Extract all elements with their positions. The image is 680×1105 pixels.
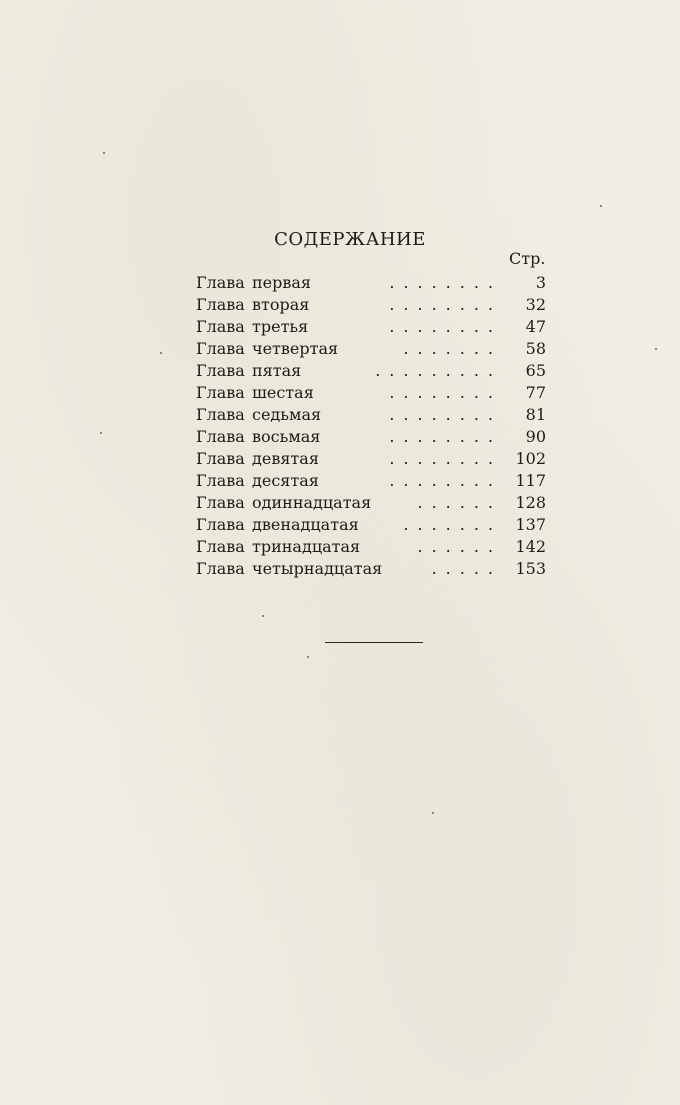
toc-entry [196,514,546,536]
toc-entry [196,448,546,470]
paper-speck [432,812,434,814]
leader-dots: ........ [389,471,502,490]
page-number: 32 [525,295,546,314]
leader-dots: ...... [417,493,502,512]
toc-entry [196,470,546,492]
leader-dots: ..... [431,559,502,578]
chapter-name: пятая [252,361,302,380]
paper-speck [655,348,657,350]
leader-dots: ........ [389,295,502,314]
toc-entry [196,272,546,294]
page-number: 3 [535,273,546,292]
toc-entry [196,294,546,316]
page-column-header: Стр. [509,249,546,268]
leader-dots: ........ [389,317,502,336]
toc-entry [196,426,546,448]
toc-entry [196,492,546,514]
page-number: 58 [525,339,546,358]
chapter-name: шестая [252,383,314,402]
paper-speck [262,615,264,617]
chapter-name: двенадцатая [252,515,359,534]
toc-entry [196,558,546,580]
page-number: 128 [515,493,546,512]
page-number: 102 [515,449,546,468]
chapter-word: Глава [196,537,245,556]
toc-entry [196,316,546,338]
chapter-name: первая [252,273,312,292]
chapter-name: вторая [252,295,310,314]
leader-dots: ........ [389,405,502,424]
chapter-name: одиннадцатая [252,493,372,512]
page-number: 65 [525,361,546,380]
chapter-name: третья [252,317,309,336]
chapter-word: Глава [196,559,245,578]
page-number: 137 [515,515,546,534]
leader-dots: ........ [389,383,502,402]
chapter-word: Глава [196,471,245,490]
page-number: 153 [515,559,546,578]
toc-entry [196,536,546,558]
toc-entry [196,404,546,426]
chapter-word: Глава [196,339,245,358]
page-number: 117 [515,471,546,490]
leader-dots: ....... [403,515,502,534]
paper-speck [103,152,105,154]
toc-entry [196,360,546,382]
leader-dots: ...... [417,537,502,556]
chapter-name: четвертая [252,339,339,358]
page-number: 90 [525,427,546,446]
chapter-word: Глава [196,449,245,468]
chapter-word: Глава [196,361,245,380]
paper-speck [600,205,602,207]
leader-dots: ........ [389,427,502,446]
paper-speck [160,352,162,354]
toc-entry [196,382,546,404]
page-number: 47 [525,317,546,336]
page-title: СОДЕРЖАНИЕ [274,229,426,250]
chapter-word: Глава [196,317,245,336]
chapter-word: Глава [196,295,245,314]
paper-speck [307,656,309,658]
page-number: 81 [525,405,546,424]
chapter-word: Глава [196,493,245,512]
chapter-name: седьмая [252,405,322,424]
leader-dots: ........ [389,273,502,292]
page-number: 77 [525,383,546,402]
toc-entry [196,338,546,360]
chapter-word: Глава [196,273,245,292]
leader-dots: ....... [403,339,502,358]
chapter-name: девятая [252,449,319,468]
leader-dots: ......... [375,361,502,380]
leader-dots: ........ [389,449,502,468]
chapter-word: Глава [196,515,245,534]
chapter-name: тринадцатая [252,537,361,556]
page-number: 142 [515,537,546,556]
chapter-word: Глава [196,383,245,402]
chapter-word: Глава [196,427,245,446]
chapter-name: восьмая [252,427,321,446]
paper-speck [100,432,102,434]
table-of-contents [196,272,546,580]
chapter-word: Глава [196,405,245,424]
chapter-name: десятая [252,471,319,490]
divider-rule [325,642,423,643]
chapter-name: четырнадцатая [252,559,383,578]
